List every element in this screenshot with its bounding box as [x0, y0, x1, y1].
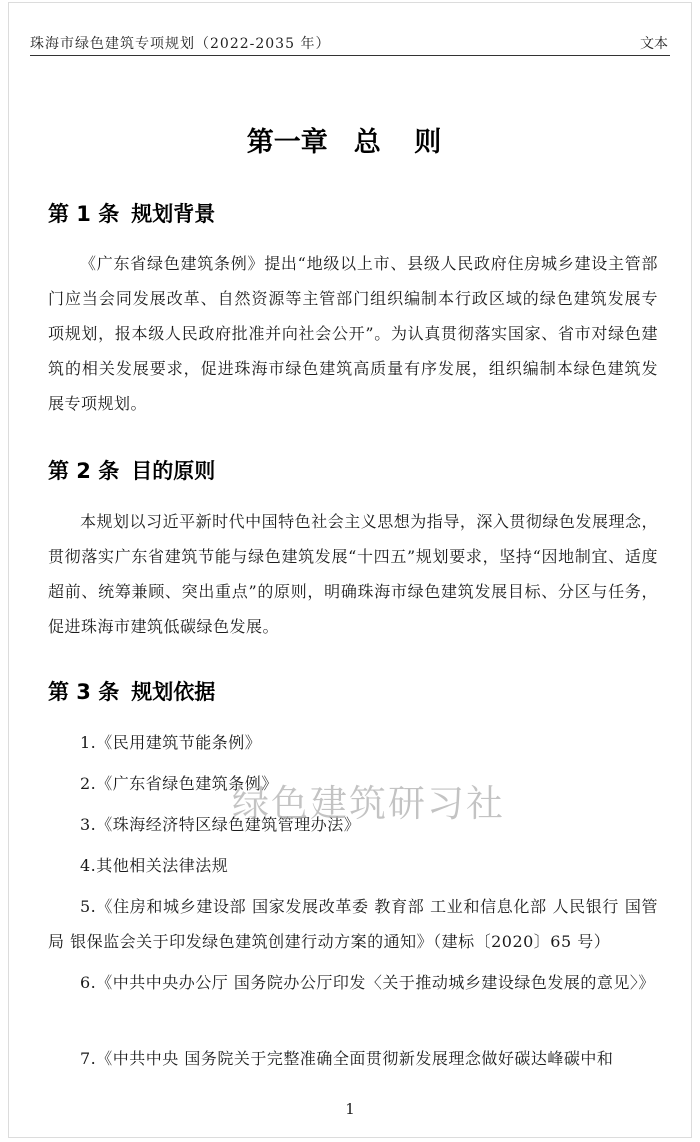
article-heading-3	[48, 676, 215, 706]
header-title: 珠海市绿色建筑专项规划（2022-2035 年）	[30, 36, 331, 52]
article-number: 第 2 条	[48, 459, 120, 483]
article-paragraph-2: 本规划以习近平新时代中国特色社会主义思想为指导，深入贯彻绿色发展理念，贯彻落实广东省建筑节能与绿色建筑发展“十四五”规划要求，坚持“因地制宜、适度超前、统筹兼顾、突出重点”的原则，明确珠海市绿色建筑发展目标、分区与任务，促进珠海市建筑低碳绿色发展。	[48, 512, 658, 636]
header-tag: 文本	[640, 36, 668, 52]
list-item-number: 2.	[80, 774, 97, 793]
list-item	[48, 1041, 660, 1076]
running-header	[30, 29, 670, 56]
list-item	[48, 725, 658, 760]
article-label: 规划依据	[131, 680, 216, 704]
article-paragraph-1: 《广东省绿色建筑条例》提出“地级以上市、县级人民政府住房城乡建设主管部门应当会同发展改革、自然资源等主管部门组织编制本行政区域的绿色建筑发展专项规划，报本级人民政府批准并向社会公开”。为认真贯彻落实国家、省市对绿色建筑的相关发展要求，促进珠海市绿色建筑高质量有序发展，组织编制本绿色建筑发展专项规划。	[48, 254, 658, 413]
article-label: 规划背景	[131, 202, 216, 226]
list-item-number: 5.	[80, 897, 97, 916]
list-item-text: 《广东省绿色建筑条例》	[96, 774, 278, 793]
article-heading-1	[48, 198, 215, 228]
list-item-text: 《中共中央 国务院关于完整准确全面贯彻新发展理念做好碳达峰碳中和	[96, 1049, 614, 1068]
list-item	[48, 965, 658, 1000]
article-heading-2	[48, 455, 215, 485]
list-item-number: 1.	[80, 733, 97, 752]
chapter-title: 总 则	[353, 127, 454, 158]
page-number: 1	[345, 1100, 355, 1118]
chapter-number: 第一章	[246, 127, 328, 158]
article-number: 第 1 条	[48, 202, 120, 226]
list-item-text: 《珠海经济特区绿色建筑管理办法》	[96, 815, 361, 834]
list-item-text: 《中共中央办公厅 国务院办公厅印发〈关于推动城乡建设绿色发展的意见〉》	[96, 973, 655, 992]
chapter-heading	[0, 120, 700, 159]
list-item-text: 《住房和城乡建设部 国家发展改革委 教育部 工业和信息化部 人民银行 国管局 银保监会关于印发绿色建筑创建行动方案的通知》（建标〔2020〕65 号）	[48, 897, 658, 951]
list-item	[48, 889, 658, 959]
list-item-number: 6.	[80, 973, 97, 992]
list-item-number: 4.	[80, 856, 97, 875]
list-item	[48, 848, 658, 883]
list-item-number: 3.	[80, 815, 97, 834]
watermark: 绿色建筑研习社	[232, 782, 505, 825]
list-item-text: 《民用建筑节能条例》	[96, 733, 262, 752]
article-number: 第 3 条	[48, 680, 120, 704]
list-item-number: 7.	[80, 1049, 97, 1068]
article-label: 目的原则	[131, 459, 216, 483]
list-item-text: 其他相关法律法规	[96, 856, 229, 875]
